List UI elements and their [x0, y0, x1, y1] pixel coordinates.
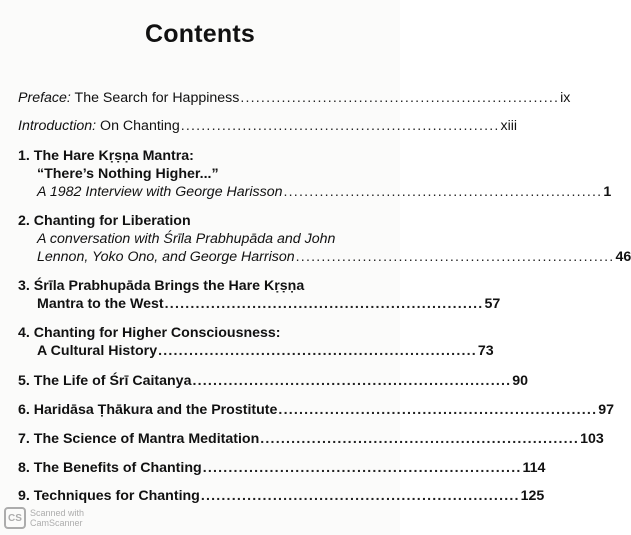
chapter-title-line: The Benefits of Chanting — [33, 460, 202, 476]
toc-entry-chapter-4[interactable] — [18, 324, 384, 342]
toc-entry-chapter-1[interactable] — [18, 147, 384, 165]
chapter-title-line: Mantra to the West — [37, 296, 164, 312]
chapter-title-line: Haridāsa Ṭhākura and the Prostitute — [33, 402, 278, 418]
dot-leader: .............................................................. — [164, 296, 484, 312]
toc-entry-chapter-7[interactable] — [18, 430, 604, 448]
entry-title: On Chanting — [100, 118, 180, 134]
toc-entry-chapter-5[interactable] — [18, 372, 529, 390]
page-number: 46 — [615, 249, 631, 265]
entry-label: Introduction: — [18, 118, 97, 134]
chapter-title-line: Śrīla Prabhupāda Brings the Hare Kṛṣṇa — [33, 278, 305, 294]
chapter-number: 1. — [18, 148, 30, 164]
chapter-number: 2. — [18, 213, 30, 229]
toc-entry-chapter-1-sub — [37, 183, 612, 201]
chapter-number: 8. — [18, 460, 30, 476]
toc-entry-chapter-4-line2 — [37, 342, 494, 360]
chapter-subtitle: Lennon, Yoko Ono, and George Harrison — [37, 249, 295, 265]
entry-title: The Search for Happiness — [74, 90, 240, 106]
chapter-title-line: A Cultural History — [37, 343, 158, 359]
chapter-title-line: Techniques for Chanting — [33, 488, 200, 504]
chapter-title-line: The Life of Śrī Caitanya — [33, 373, 192, 389]
dot-leader: .............................................................. — [278, 402, 598, 418]
chapter-subtitle: A conversation with Śrīla Prabhupāda and John — [37, 231, 336, 247]
toc-entry-chapter-9[interactable] — [18, 487, 545, 505]
page-number: ix — [560, 90, 571, 106]
chapter-title-line: Chanting for Liberation — [33, 213, 191, 229]
chapter-number: 6. — [18, 402, 30, 418]
toc-entry-introduction[interactable] — [18, 117, 518, 135]
chapter-number: 4. — [18, 325, 30, 341]
toc-entry-chapter-3[interactable] — [18, 277, 384, 295]
chapter-title-line: Chanting for Higher Consciousness: — [33, 325, 281, 341]
camscanner-watermark — [4, 505, 144, 531]
dot-leader: .............................................................. — [295, 249, 615, 265]
page-number: 73 — [477, 343, 494, 359]
dot-leader: .............................................................. — [192, 373, 512, 389]
toc-entry-chapter-3-line2 — [37, 295, 501, 313]
toc-entry-chapter-8[interactable] — [18, 459, 546, 477]
page-number: 90 — [512, 373, 529, 389]
camscanner-logo-icon: CS — [4, 507, 26, 529]
chapter-title-line: “There’s Nothing Higher...” — [37, 166, 219, 182]
page-number: 103 — [580, 431, 604, 447]
page-title: Contents — [145, 20, 255, 48]
toc-entry-chapter-2[interactable] — [18, 212, 384, 230]
watermark-line-2: CamScanner — [30, 518, 83, 528]
page-number: xiii — [500, 118, 518, 134]
page-number: 97 — [598, 402, 614, 418]
chapter-number: 5. — [18, 373, 30, 389]
dot-leader: .............................................................. — [180, 118, 500, 134]
dot-leader: .............................................................. — [202, 460, 522, 476]
entry-label: Preface: — [18, 90, 71, 106]
toc-entry-chapter-6[interactable] — [18, 401, 614, 419]
page-number: 125 — [520, 488, 545, 504]
toc-entry-chapter-2-sub — [37, 248, 631, 266]
chapter-title-line: The Hare Kṛṣṇa Mantra: — [33, 148, 194, 164]
chapter-number: 7. — [18, 431, 30, 447]
page-number: 114 — [522, 460, 546, 476]
watermark-line-1: Scanned with — [30, 508, 85, 518]
dot-leader: .............................................................. — [240, 90, 560, 106]
chapter-number: 3. — [18, 278, 30, 294]
page-number: 57 — [484, 296, 501, 312]
dot-leader: .............................................................. — [283, 184, 603, 200]
chapter-subtitle: A 1982 Interview with George Harisson — [37, 184, 283, 200]
dot-leader: .............................................................. — [200, 488, 520, 504]
chapter-number: 9. — [18, 488, 30, 504]
toc-entry-preface[interactable] — [18, 89, 571, 107]
dot-leader: .............................................................. — [260, 431, 580, 447]
page-number: 1 — [603, 184, 612, 200]
chapter-title-line: The Science of Mantra Meditation — [33, 431, 260, 447]
dot-leader: .............................................................. — [158, 343, 477, 359]
